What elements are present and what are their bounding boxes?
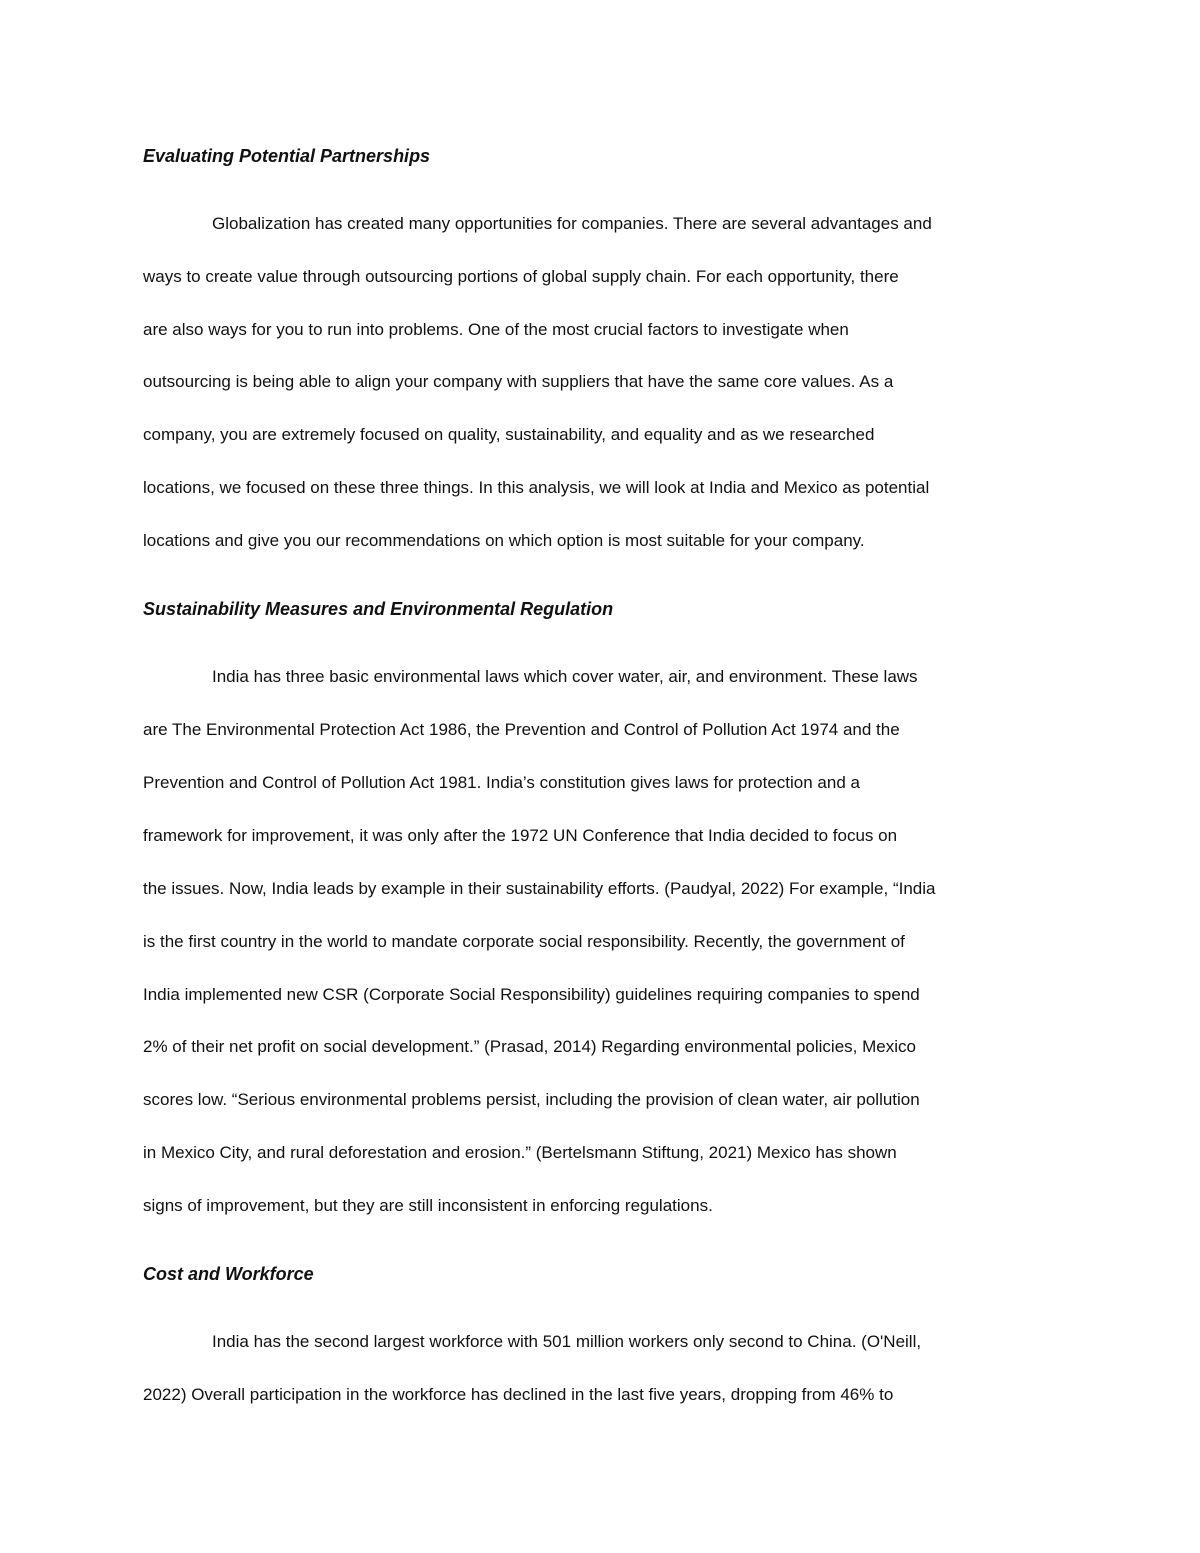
section-heading-evaluating-partnerships: Evaluating Potential Partnerships xyxy=(143,146,431,166)
paragraph-line: are The Environmental Protection Act 1986, the Prevention and Control of Pollution Act 1974 and the xyxy=(143,720,900,739)
paragraph-line: India has three basic environmental laws which cover water, air, and environment. These laws xyxy=(212,667,918,686)
paragraph-line: 2% of their net profit on social development.” (Prasad, 2014) Regarding environmental policies, Mexico xyxy=(143,1037,916,1056)
paragraph-line: locations and give you our recommendations on which option is most suitable for your company. xyxy=(143,531,865,550)
section-heading-cost-workforce: Cost and Workforce xyxy=(143,1264,314,1284)
paragraph-line: are also ways for you to run into problems. One of the most crucial factors to investigate when xyxy=(143,320,849,339)
paragraph-line: Prevention and Control of Pollution Act 1981. India’s constitution gives laws for protection and a xyxy=(143,773,860,792)
paragraph-line: is the first country in the world to mandate corporate social responsibility. Recently, the government of xyxy=(143,932,905,951)
paragraph-line: framework for improvement, it was only after the 1972 UN Conference that India decided to focus on xyxy=(143,826,898,845)
paragraph-line: India implemented new CSR (Corporate Social Responsibility) guidelines requiring companies to spend xyxy=(143,985,920,1004)
paragraph-line: company, you are extremely focused on quality, sustainability, and equality and as we researched xyxy=(143,425,875,444)
paragraph-line: signs of improvement, but they are still inconsistent in enforcing regulations. xyxy=(143,1196,713,1215)
paragraph-line: locations, we focused on these three things. In this analysis, we will look at India and Mexico as potential xyxy=(143,478,930,497)
section-heading-sustainability: Sustainability Measures and Environmental Regulation xyxy=(143,599,614,619)
paragraph-line: scores low. “Serious environmental problems persist, including the provision of clean water, air pollution xyxy=(143,1090,920,1109)
paragraph-line: 2022) Overall participation in the workforce has declined in the last five years, dropping from 46% to xyxy=(143,1385,894,1404)
paragraph-line: the issues. Now, India leads by example in their sustainability efforts. (Paudyal, 2022) For example, “India xyxy=(143,879,936,898)
paragraph-line: outsourcing is being able to align your company with suppliers that have the same core values. As a xyxy=(143,372,894,391)
paragraph-line: India has the second largest workforce with 501 million workers only second to China. (O'Neill, xyxy=(212,1332,922,1351)
paragraph-line: Globalization has created many opportunities for companies. There are several advantages and xyxy=(212,214,932,233)
paragraph-line: in Mexico City, and rural deforestation and erosion.” (Bertelsmann Stiftung, 2021) Mexico has shown xyxy=(143,1143,897,1162)
paragraph-line: ways to create value through outsourcing portions of global supply chain. For each opportunity, there xyxy=(143,267,899,286)
